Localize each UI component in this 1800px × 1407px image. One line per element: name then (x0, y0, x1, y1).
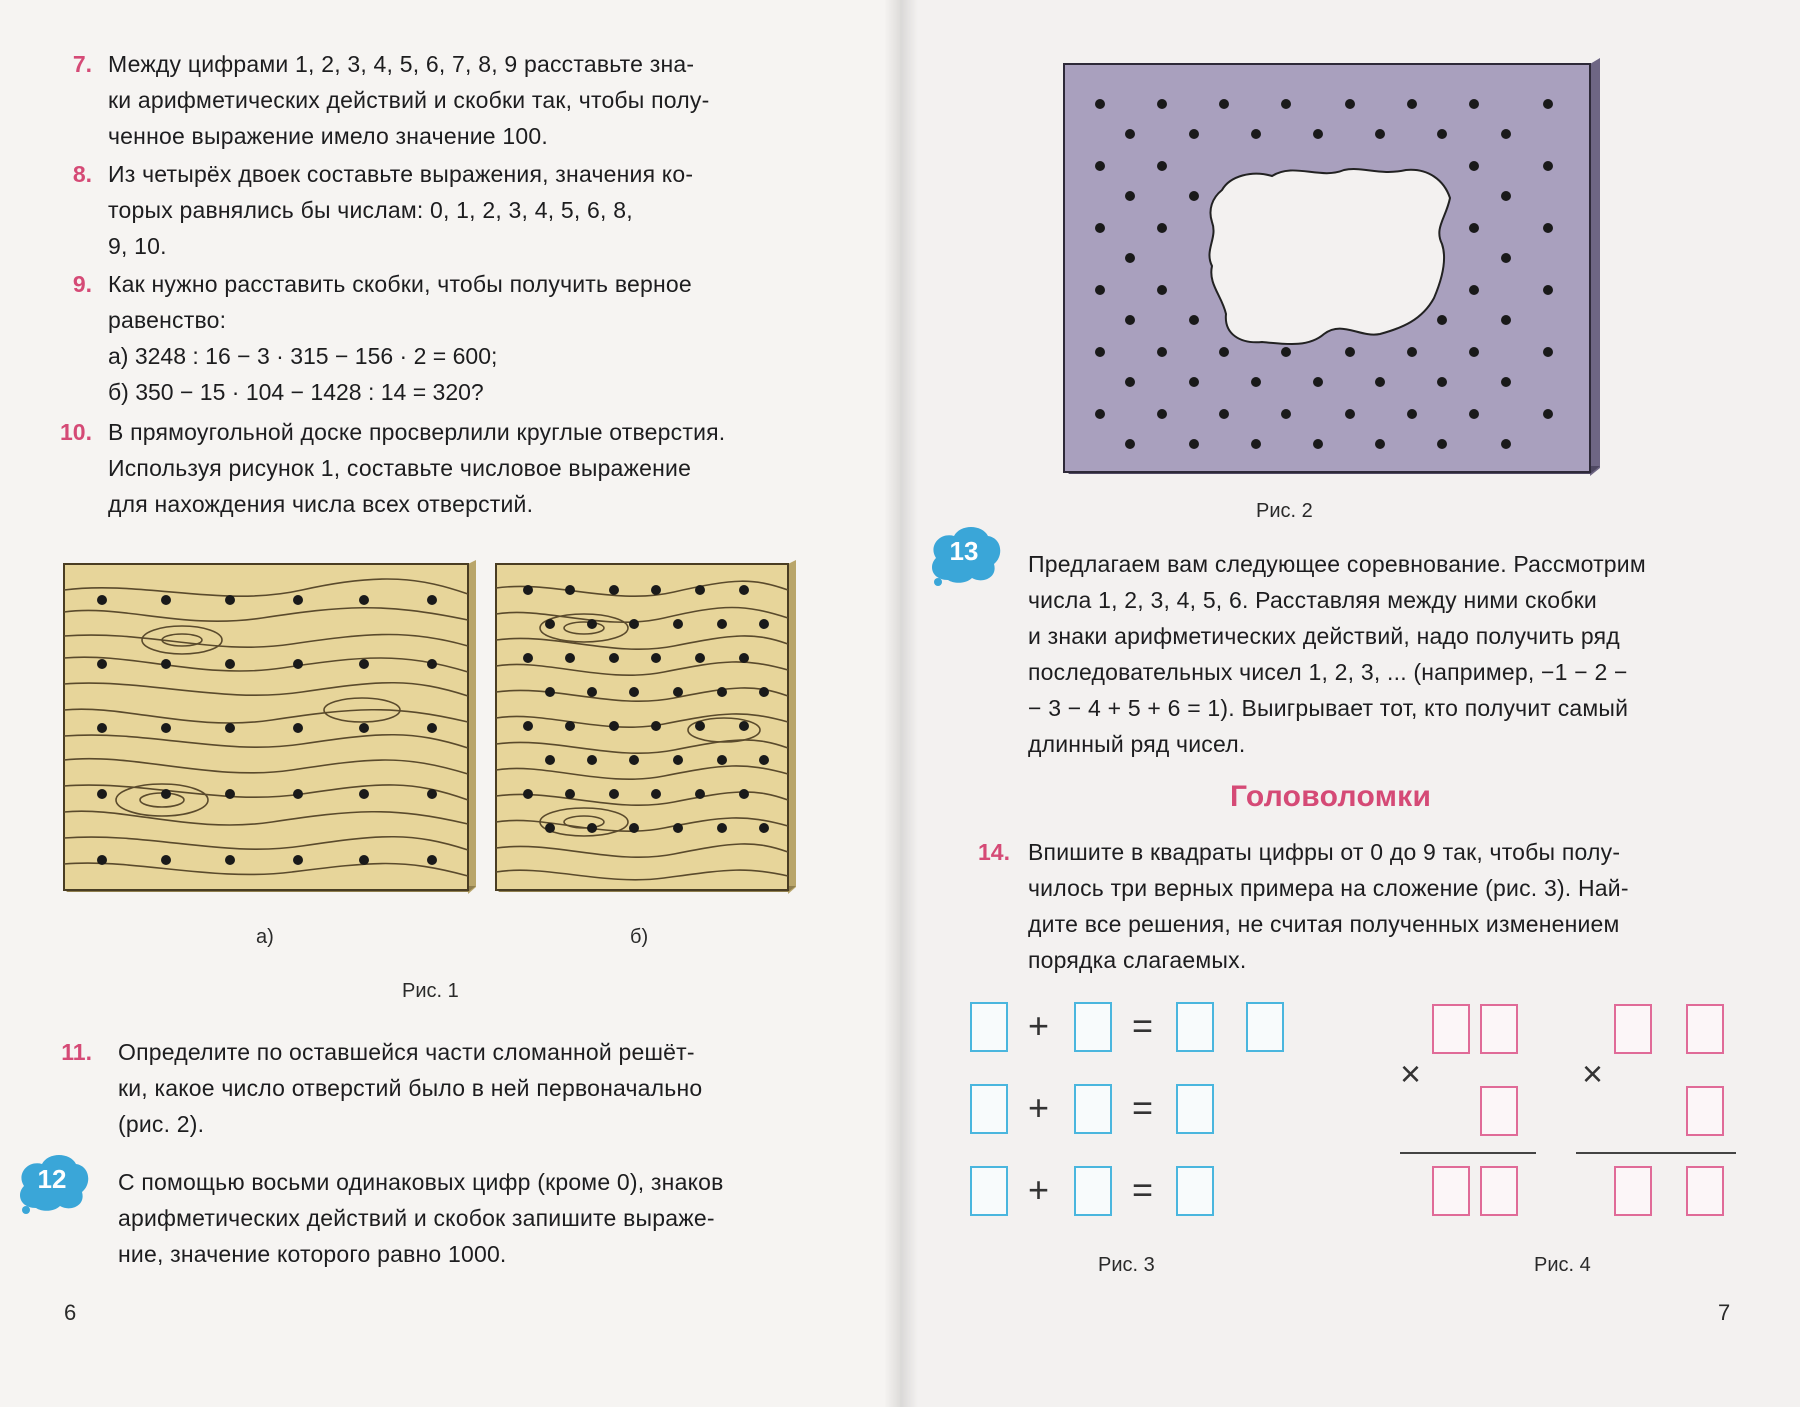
text-line: ки арифметических действий и скобки так, чтобы полу- (108, 87, 710, 113)
plus-sign: + (1028, 1005, 1050, 1046)
badge-number: 12 (37, 1164, 67, 1194)
digit-box[interactable] (970, 1166, 1008, 1216)
times-sign: × (1400, 1053, 1422, 1094)
text-line: длинный ряд чисел. (1028, 731, 1246, 757)
problem-7-number: 7. (72, 51, 92, 77)
text-line: арифметических действий и скобок запишите выраже- (118, 1205, 715, 1231)
digit-box[interactable] (970, 1084, 1008, 1134)
page-number-left: 6 (64, 1300, 77, 1325)
digit-box[interactable] (1074, 1002, 1112, 1052)
text-line: последовательных чисел 1, 2, 3, ... (например, −1 − 2 − (1028, 659, 1628, 685)
text-line: Между цифрами 1, 2, 3, 4, 5, 6, 7, 8, 9 расставьте зна- (108, 51, 695, 77)
problem-14-text (1028, 834, 1728, 978)
problem-8-number: 8. (72, 161, 92, 187)
digit-box[interactable] (1614, 1004, 1652, 1054)
digit-box[interactable] (1432, 1004, 1470, 1054)
digit-box[interactable] (1246, 1002, 1284, 1052)
figure-2-caption: Рис. 2 (1256, 500, 1313, 522)
problem-12-text (118, 1164, 812, 1272)
text-line: порядка слагаемых. (1028, 947, 1247, 973)
figure-1a-label: а) (256, 926, 274, 948)
text-line: ние, значение которого равно 1000. (118, 1241, 507, 1267)
text-line: Используя рисунок 1, составьте числовое выражение (108, 455, 692, 481)
sum-line (1400, 1152, 1536, 1154)
book-gutter (884, 0, 918, 1407)
digit-box[interactable] (1614, 1166, 1652, 1216)
broken-grid-board (1062, 58, 1600, 484)
text-line: Как нужно расставить скобки, чтобы получить верное (108, 271, 692, 297)
problem-11-text (118, 1034, 812, 1142)
times-sign: × (1582, 1053, 1604, 1094)
equation-a: а) 3248 : 16 − 3 · 315 − 156 · 2 = 600; (108, 343, 498, 369)
digit-box[interactable] (1480, 1086, 1518, 1136)
problem-9-text (108, 266, 812, 338)
equals-sign: = (1132, 1169, 1154, 1210)
figure-1-caption: Рис. 1 (402, 980, 459, 1002)
text-line: ки, какое число отверстий было в ней первоначально (118, 1075, 703, 1101)
digit-box[interactable] (1432, 1166, 1470, 1216)
text-line: (рис. 2). (118, 1111, 205, 1137)
digit-box[interactable] (1480, 1004, 1518, 1054)
digit-box[interactable] (1480, 1166, 1518, 1216)
text-line: торых равнялись бы числам: 0, 1, 2, 3, 4, 5, 6, 8, (108, 197, 633, 223)
text-line: и знаки арифметических действий, надо получить ряд (1028, 623, 1620, 649)
text-line: равенство: (108, 307, 227, 333)
digit-box[interactable] (1176, 1166, 1214, 1216)
section-heading: Головоломки (1230, 780, 1432, 813)
problem-10-text (108, 414, 812, 522)
sum-line (1576, 1152, 1736, 1154)
text-line: ченное выражение имело значение 100. (108, 123, 548, 149)
text-line: С помощью восьми одинаковых цифр (кроме 0), знаков (118, 1169, 724, 1195)
digit-box[interactable] (1686, 1004, 1724, 1054)
problem-13-badge (926, 522, 1002, 588)
text-line: − 3 − 4 + 5 + 6 = 1). Выигрывает тот, кто получит самый (1028, 695, 1629, 721)
digit-box[interactable] (970, 1002, 1008, 1052)
text-line: Предлагаем вам следующее соревнование. Рассмотрим (1028, 551, 1646, 577)
text-line: числа 1, 2, 3, 4, 5, 6. Расставляя между ними скобки (1028, 587, 1597, 613)
text-line: Определите по оставшейся части сломанной решёт- (118, 1039, 695, 1065)
problem-9-number: 9. (72, 271, 92, 297)
problem-8-text (108, 156, 812, 264)
problem-7-text (108, 46, 812, 154)
digit-box[interactable] (1176, 1084, 1214, 1134)
equals-sign: = (1132, 1087, 1154, 1128)
digit-box[interactable] (1074, 1084, 1112, 1134)
problem-13-text (1028, 546, 1728, 762)
text-line: Из четырёх двоек составьте выражения, значения ко- (108, 161, 694, 187)
digit-box[interactable] (1686, 1086, 1724, 1136)
digit-box[interactable] (1686, 1166, 1724, 1216)
text-line: дите все решения, не считая полученных изменением (1028, 911, 1620, 937)
figure-1b-label: б) (630, 926, 649, 948)
text-line: чилось три верных примера на сложение (рис. 3). Най- (1028, 875, 1629, 901)
plus-sign: + (1028, 1087, 1050, 1128)
problem-14-number: 14. (978, 839, 1010, 865)
badge-number: 13 (949, 536, 979, 566)
problem-10-number: 10. (60, 419, 92, 445)
text-line: Впишите в квадраты цифры от 0 до 9 так, чтобы полу- (1028, 839, 1621, 865)
text-line: для нахождения числа всех отверстий. (108, 491, 534, 517)
plus-sign: + (1028, 1169, 1050, 1210)
wood-board-b (494, 560, 804, 900)
text-line: 9, 10. (108, 233, 167, 259)
problem-11-number: 11. (61, 1039, 92, 1065)
digit-box[interactable] (1074, 1166, 1112, 1216)
right-page (900, 0, 1800, 1407)
figure-3-caption: Рис. 3 (1098, 1254, 1155, 1276)
text-line: В прямоугольной доске просверлили круглые отверстия. (108, 419, 726, 445)
figure-4-caption: Рис. 4 (1534, 1254, 1591, 1276)
digit-box[interactable] (1176, 1002, 1214, 1052)
page-number-right: 7 (1718, 1300, 1731, 1325)
wood-board-a (62, 560, 482, 900)
problem-12-badge (14, 1150, 90, 1216)
equals-sign: = (1132, 1005, 1154, 1046)
equation-b: б) 350 − 15 · 104 − 1428 : 14 = 320? (108, 379, 484, 405)
